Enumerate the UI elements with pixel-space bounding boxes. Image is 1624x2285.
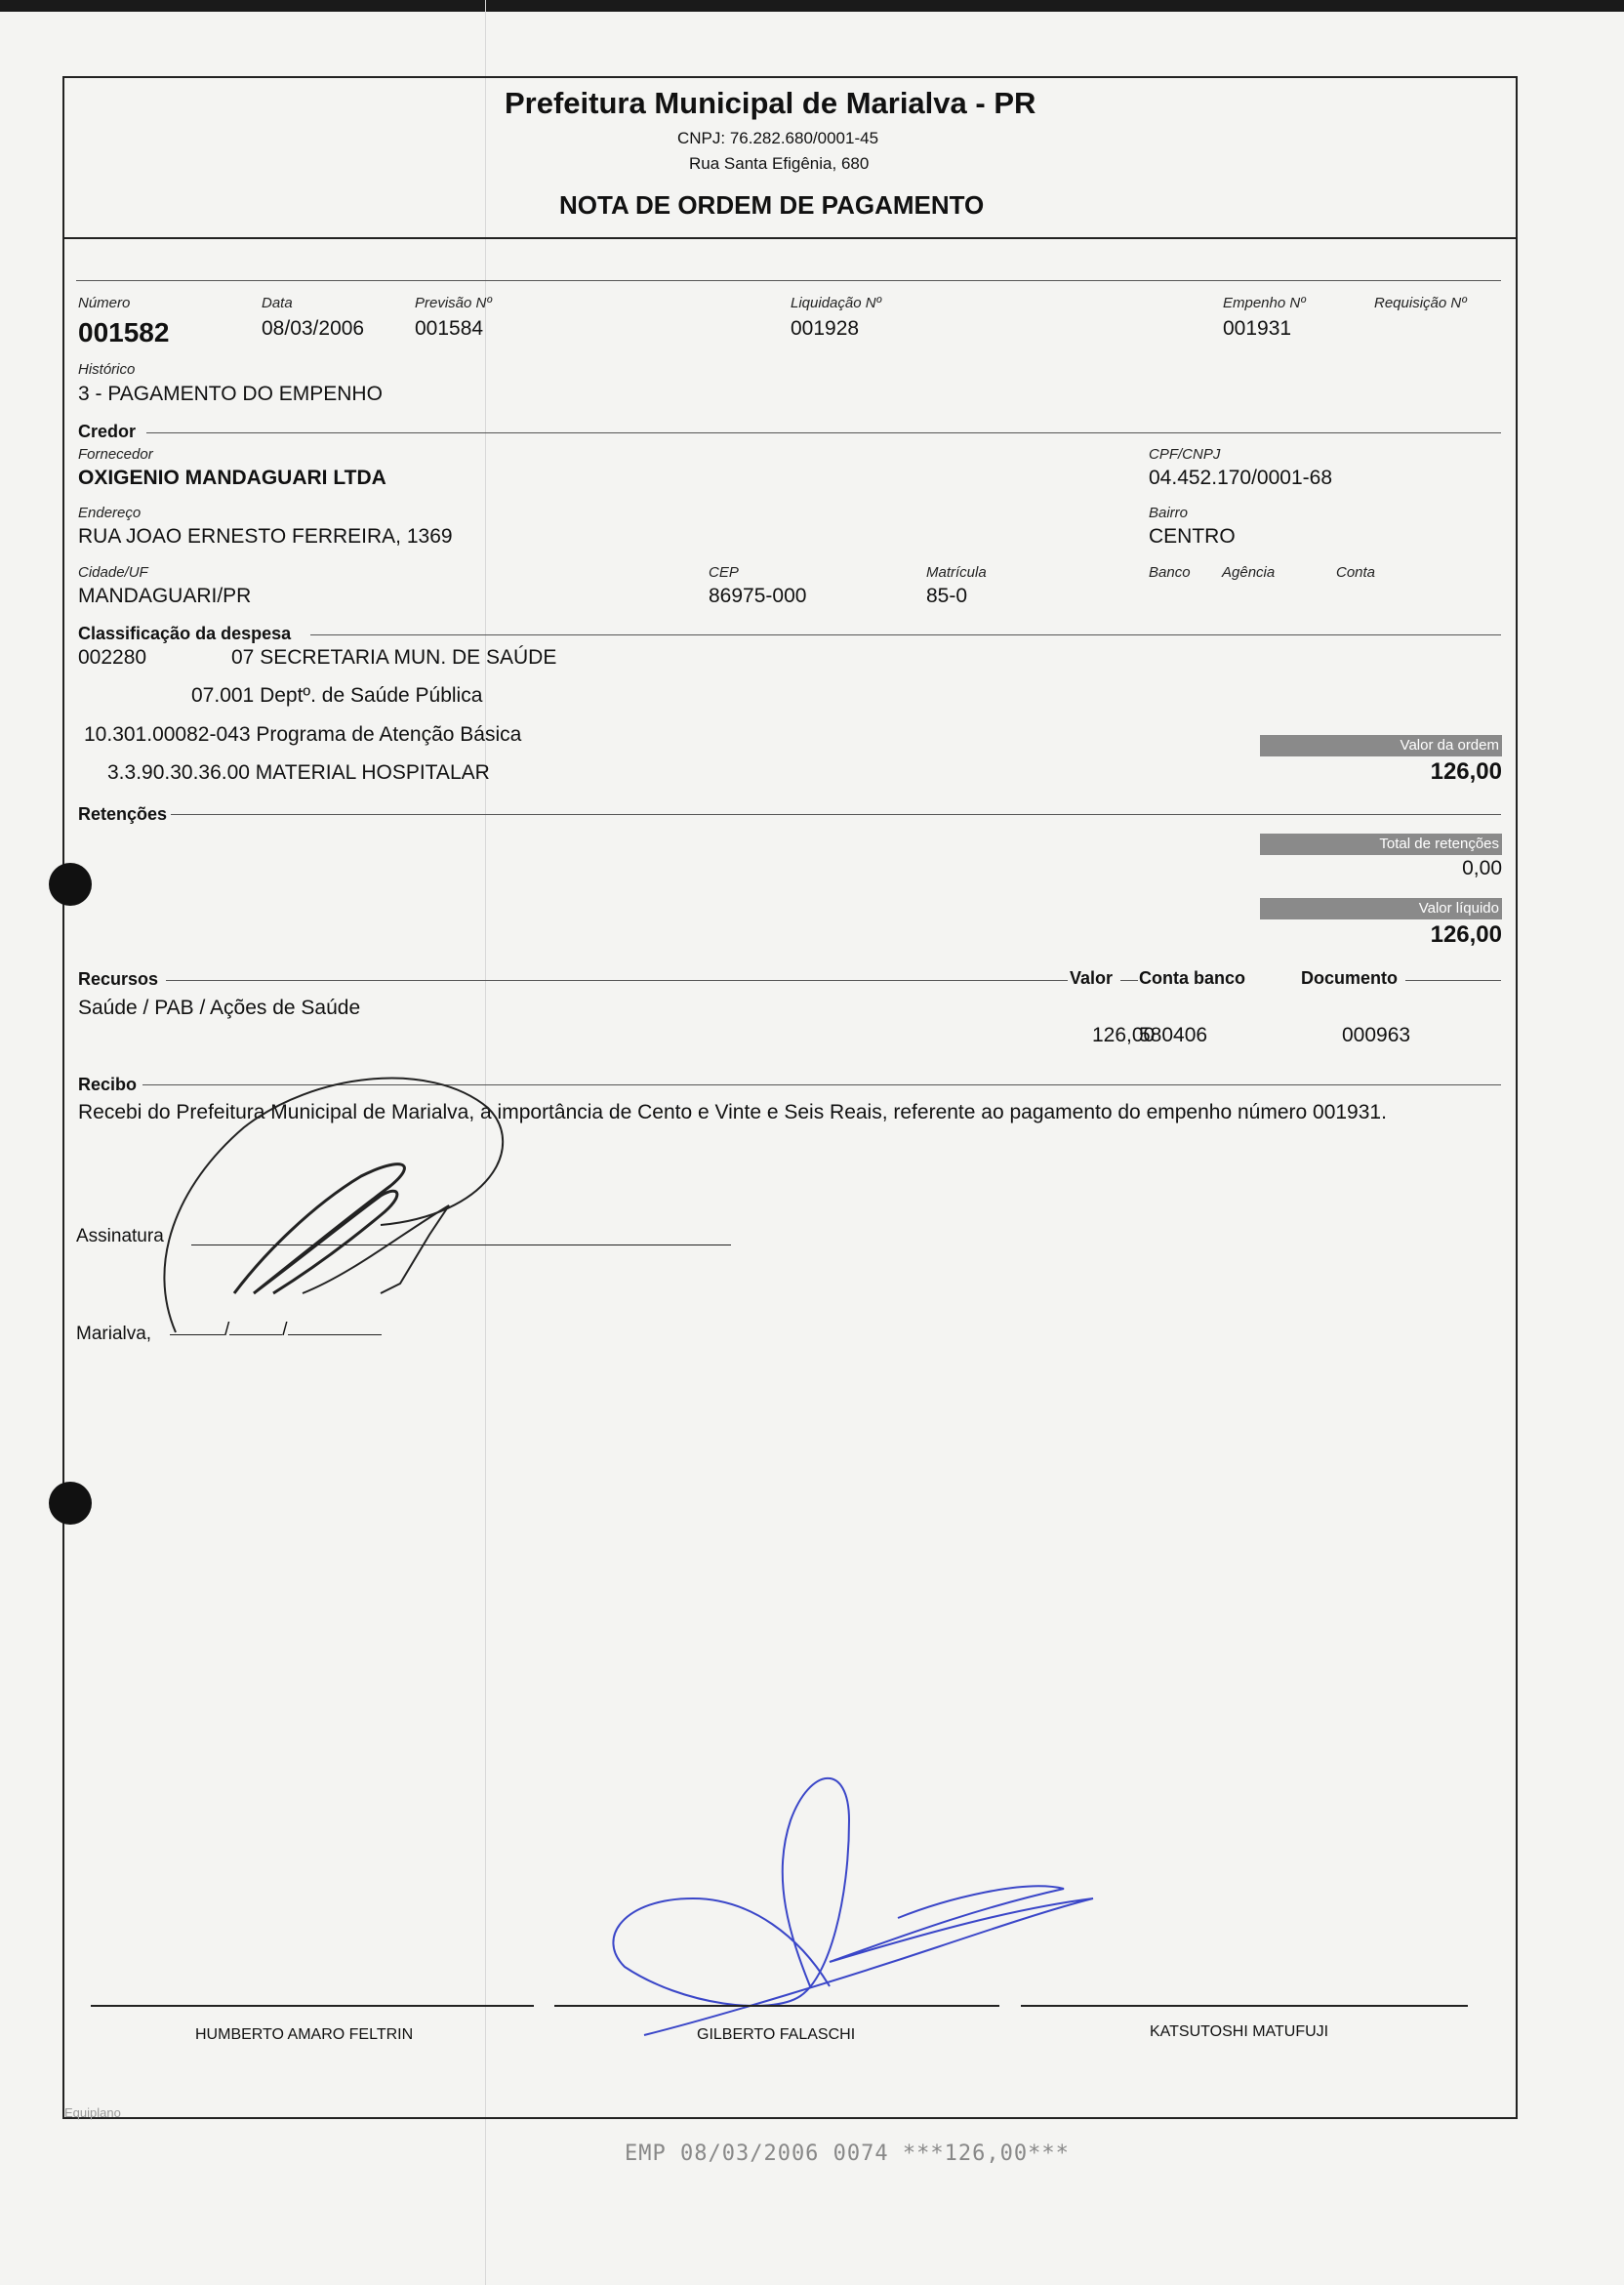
bank-stamp: EMP 08/03/2006 0074 ***126,00*** [625,2142,1070,2166]
order-top-rule [76,280,1501,281]
signature-line-3 [1021,2005,1468,2007]
cnpj-text: CNPJ: 76.282.680/0001-45 [677,129,879,147]
classificacao-section: Classificação da despesa [78,624,292,643]
classificacao-secretaria: 07 SECRETARIA MUN. DE SAÚDE [231,646,557,669]
scan-top-edge [0,0,1624,12]
signatory-3: KATSUTOSHI MATUFUJI [1150,2023,1329,2040]
requisicao-label: Requisição Nº [1374,295,1467,311]
classificacao-departamento: 07.001 Deptº. de Saúde Pública [191,684,483,707]
signature-line-1 [91,2005,534,2007]
recursos-rule [166,980,1068,981]
fornecedor-label: Fornecedor [78,446,153,463]
matricula-label: Matrícula [926,564,987,581]
recursos-conta: 580406 [1139,1024,1208,1046]
credor-rule [146,432,1501,433]
classificacao-code: 002280 [78,646,147,669]
classificacao-rule [310,634,1501,635]
recursos-documento: 000963 [1342,1024,1411,1046]
cpf-value: 04.452.170/0001-68 [1149,467,1333,489]
data-value: 08/03/2006 [262,317,365,340]
cep-value: 86975-000 [709,585,807,607]
fornecedor-value: OXIGENIO MANDAGUARI LTDA [78,467,386,489]
document-title: NOTA DE ORDEM DE PAGAMENTO [559,190,985,220]
recursos-fonte: Saúde / PAB / Ações de Saúde [78,997,361,1019]
endereco-value: RUA JOAO ERNESTO FERREIRA, 1369 [78,525,453,548]
valor-ordem-label: Valor da ordem [1260,735,1502,756]
total-retencoes-label: Total de retenções [1260,834,1502,855]
historico-label: Histórico [78,361,136,378]
liquidacao-value: 001928 [791,317,860,340]
retencoes-rule [171,814,1501,815]
classificacao-programa: 10.301.00082-043 Programa de Atenção Básica [84,723,522,746]
historico-value: 3 - PAGAMENTO DO EMPENHO [78,383,383,405]
endereco-label: Endereço [78,505,142,521]
numero-value: 001582 [78,317,170,347]
retencoes-section: Retenções [78,804,168,824]
assinatura-label: Assinatura [76,1226,164,1246]
punch-hole-top [49,863,92,906]
previsao-label: Previsão Nº [415,295,492,311]
valor-ordem-value: 126,00 [1430,758,1502,785]
classificacao-elemento: 3.3.90.30.36.00 MATERIAL HOSPITALAR [107,761,490,784]
signature-line-2 [554,2005,999,2007]
banco-label: Banco [1149,564,1191,581]
bairro-value: CENTRO [1149,525,1236,548]
recibo-text: Recebi do Prefeitura Municipal de Marialva, a importância de Cento e Vinte e Seis Reais, referente ao pagamento do empenho número 001931. [78,1101,1387,1123]
recursos-section: Recursos [78,969,159,989]
valor-liquido-value: 126,00 [1430,921,1502,948]
bairro-label: Bairro [1149,505,1189,521]
recursos-documento-rule [1405,980,1501,981]
cpf-label: CPF/CNPJ [1149,446,1221,463]
recibo-section: Recibo [78,1075,138,1094]
recursos-conta-label: Conta banco [1139,968,1246,988]
empenho-label: Empenho Nº [1223,295,1306,311]
header-divider [62,237,1518,239]
conta-label: Conta [1336,564,1376,581]
date-blank: / / [170,1320,382,1341]
signatory-2: GILBERTO FALASCHI [697,2026,856,2043]
recursos-valor: 126,00 [1092,1024,1156,1046]
punch-hole-bottom [49,1482,92,1525]
cep-label: CEP [709,564,739,581]
cidade-value: MANDAGUARI/PR [78,585,252,607]
recipient-signature [156,1069,566,1342]
municipality-title: Prefeitura Municipal de Marialva - PR [505,86,1036,120]
signatory-signature [605,1762,1113,2045]
matricula-value: 85-0 [926,585,968,607]
credor-section: Credor [78,422,137,441]
address-text: Rua Santa Efigênia, 680 [689,154,870,173]
empenho-value: 001931 [1223,317,1292,340]
data-label: Data [262,295,293,311]
agencia-label: Agência [1222,564,1276,581]
valor-liquido-label: Valor líquido [1260,898,1502,919]
cidade-label: Cidade/UF [78,564,148,581]
signatory-1: HUMBERTO AMARO FELTRIN [195,2026,414,2043]
recursos-valor-rule [1120,980,1138,981]
recursos-documento-label: Documento [1301,968,1398,988]
numero-label: Número [78,295,131,311]
local-label: Marialva, [76,1324,152,1344]
total-retencoes-value: 0,00 [1462,857,1502,879]
recursos-valor-label: Valor [1070,968,1114,988]
footer-brand: Equiplano [64,2105,121,2120]
liquidacao-label: Liquidação Nº [791,295,882,311]
previsao-value: 001584 [415,317,484,340]
